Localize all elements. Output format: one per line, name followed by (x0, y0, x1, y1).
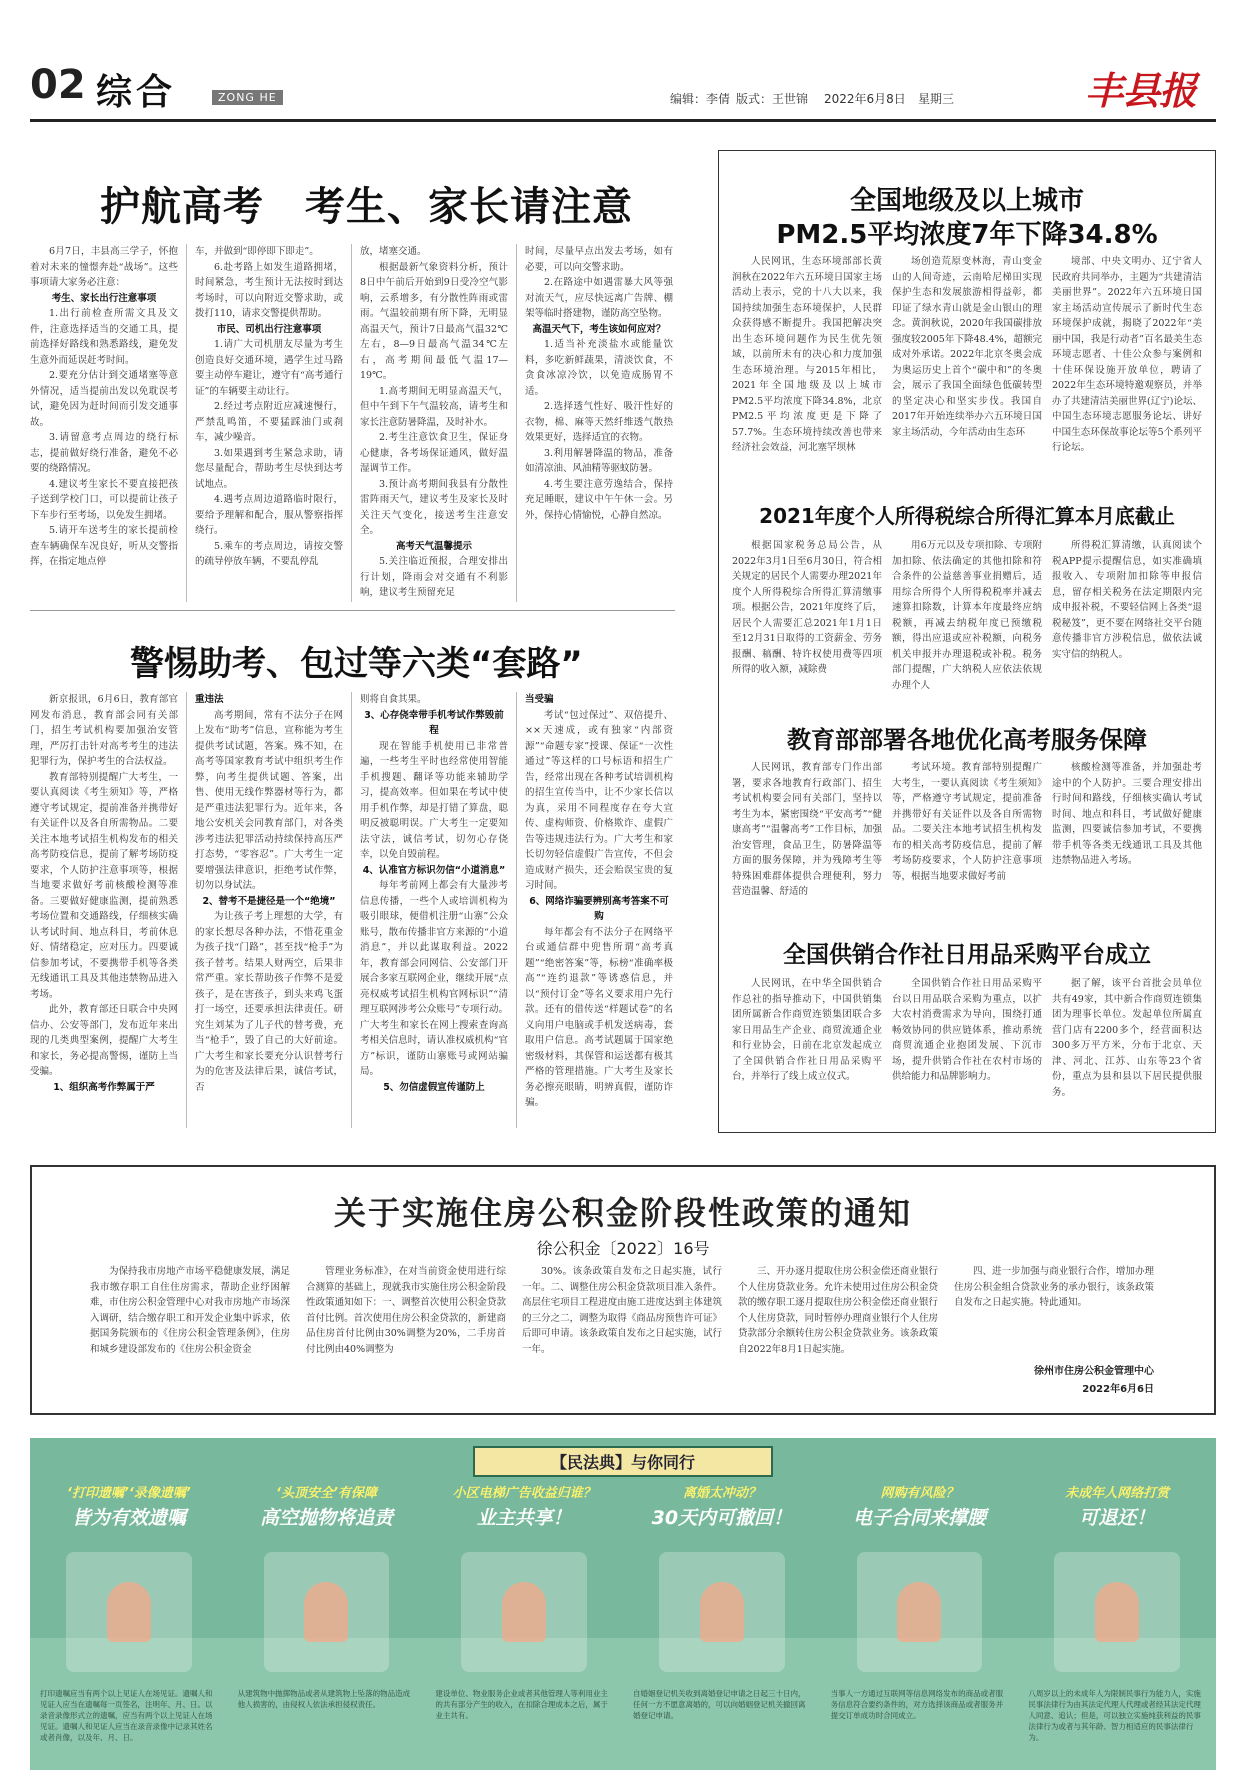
b4-column-2: 全国供销合作社日用品采购平台以日用品联合采购为重点，以扩大农村消费需求为导向，围绕打通畅效协同的供应链体系，推动系统商贸流通企业抱团发展、下沉市场，提升供销合作社在农村市场的供给能力和品牌影响力。 (892, 978, 1042, 1082)
banner-item-headline-1: 网购有风险？ (880, 1486, 959, 1501)
banner-illustration-accent (304, 1582, 348, 1642)
banner-item-headline-1: 小区电梯广告收益归谁？ (452, 1486, 596, 1501)
page-number: 02 (30, 62, 86, 108)
a2-column-3: 则将自食其果。 3、心存侥幸带手机考试作弊毁前程 现在智能手机使用已非常普遍，一些考生平时也经常使用智能手机搜题、翻译等功能来辅助学习，提高效率。但如果在考试中使用手机作弊，却是打错了算盘，聪明反被聪明误。广大考生一定要知法守法，诚信考试，切勿心存侥幸，以免自毁前程。 4、认准官方标识勿信“小道消息” 每年考前网上都会有大量涉考信息传播，一些个人或培训机构为吸引眼球，便借机注册“山寨”公众账号，散布传播非官方来源的“小道消息”，并以此谋取利益。2022年，教育部会同网信、公安部门开展合多家互联网企业，继续开展“点亮权威考试招生机构官网标识”“清理互联网涉考公众账号”专项行动。广大考生和家长在网上搜索查询高考相关信息时，请认准权威机构“官方”标识，谨防山寨账号或网站骗局。 5、勿信虚假宣传谨防上 (360, 694, 508, 1093)
banner-illustration-accent (107, 1582, 151, 1642)
banner-illustration-accent (897, 1582, 941, 1642)
masthead-rule (30, 119, 1216, 122)
banner-item-text: 当事人一方通过互联网等信息网络发布的商品或者服务信息符合要约条件的，对方选择该商品或者服务并提交订单成功时合同成立。 (830, 1689, 1004, 1720)
designer: 版式：王世锦 (736, 92, 809, 106)
a2-column-1: 新京报讯，6月6日，教育部官网发布消息，教育部会同有关部门，招生考试机构要加强治安管理，严厉打击针对高考考生的违法犯罪行为，保护考生的合法权益。 教育部特别提醒广大考生，一要认真阅读《考生须知》等，严格遵守考试规定，提前准备并携带好有关证件以及各自所需物品。二要关注本地考试招生机构发布的相关高考防疫信息，提前了解考场防疫要求，个人防护注意事项等，根据当地要求做好考前核酸检测等准备。三要做好健康监测，提前熟悉考场位置和交通路线，仔细核实确认考试时间、地点科目，考前休息好、情绪稳定，应对压力。四要诚信参加考试，不要携带手机等各类无线通讯工具及其他违禁物品进入考场。 此外，教育部还日联合中央网信办、公安等部门，发布近年来出现的几类典型案例，提醒广大考生和家长，务必提高警惕，谨防上当受骗。 1、组织高考作弊属于严 (30, 694, 178, 1093)
b3-column-1: 人民网讯，教育部专门作出部署，要求各地教育行政部门、招生考试机构要会同有关部门，坚持以考生为本，紧密围绕“平安高考”“健康高考”“温馨高考”工作目标，加强治安管理，食品卫生，防暑降温等方面的服务保障，并为残障考生等特殊困难群体提供合理便利，努力营造温馨、舒适的 (732, 762, 882, 897)
notice-sign-date: 2022年6月6日 (1082, 1384, 1154, 1395)
b2-column-3: 所得税汇算清缴，认真阅读个税APP提示提醒信息，如实准确填报收入、专项附加扣除等申报信息，留存相关税务在法定期限内完成申报补税，不要轻信网上各类“退税秘笈”，更不要在网络社交平台随意传播非官方涉税信息，做依法诚实守信的纳税人。 (1052, 540, 1202, 660)
notice-title: 关于实施住房公积金阶段性政策的通知 (333, 1194, 912, 1232)
article-title-scams: 警惕助考、包过等六类“套路” (130, 644, 583, 684)
civil-code-banner (30, 1438, 1216, 1770)
b3-column-3: 核酸检测等准备，并加强赴考途中的个人防护。三要合理安排出行时间和路线，仔细核实确认考试时间、地点和科目，考试做好健康监测，四要诚信参加考试，不要携带手机等各类无线通讯工具及其他违禁物品进入考场。 (1052, 762, 1202, 866)
paper-logo: 丰县报 (1085, 69, 1197, 113)
a1-column-3: 放，堵塞交通。 根据最新气象资料分析，预计8日中午前后开始到9日受冷空气影响，云系增多，有分散性阵雨或雷雨。气温较前期有所下降，无明显高温天气，预计7日最高气温32℃左右，8—9日最高气温34℃左右，高考期间最低气温17—19℃。 1.高考期间无明显高温天气，但中午到下午气温较高，请考生和家长注意防暑降温，及时补水。 2.考生注意饮食卫生，保证身心健康，各考场保证通风，做好温湿调节工作。 3.预计高考期间我县有分散性雷阵雨天气，建议考生及家长及时关注天气变化，接送考生注意安全。 高考天气温馨提示 5.关注临近预报，合理安排出行计划，降雨会对交通有不利影响，建议考生预留充足 (360, 246, 508, 598)
notice-column-5: 四、进一步加强与商业银行合作，增加办理住房公积金组合贷款业务的承办银行，该条政策自发布之日起实施。特此通知。 (954, 1266, 1154, 1308)
banner-item-headline-2: 30天内可撤回！ (651, 1507, 793, 1529)
banner-item-text: 八周岁以上的未成年人为限制民事行为能力人，实施民事法律行为由其法定代理人代理或者经其法定代理人同意、追认；但是，可以独立实施纯获利益的民事法律行为或者与其年龄、智力相适应的民事法律行为。 (1028, 1689, 1201, 1742)
banner-item (234, 1482, 420, 1762)
notice-column-2: 管理业务标准》，在对当前资金使用进行综合测算的基础上，现就我市实施住房公积金阶段性政策通知如下：一、调整首次使用公积金贷款首付比例。首次使用住房公积金贷款的，新建商品住房首付比例由30%调整为20%，二手房首付比例由40%调整为 (306, 1266, 506, 1355)
notice-signer: 徐州市住房公积金管理中心 (1034, 1366, 1154, 1377)
article-title-pm25-line2: PM2.5平均浓度7年下降34.8% (776, 220, 1158, 250)
banner-item-text: 打印遗嘱应当有两个以上见证人在场见证。遗嘱人和见证人应当在遗嘱每一页签名，注明年、月、日。以录音录像形式立的遗嘱，应当有两个以上见证人在场见证。遗嘱人和见证人应当在录音录像中记录其姓名或者肖像，以及年、月、日。 (40, 1689, 213, 1742)
banner-item-headline-1: ‘打印遗嘱’‘录像遗嘱’ (66, 1486, 191, 1501)
b4-column-3: 据了解，该平台首批会员单位共有49家，其中新合作商贸连锁集团为理事长单位。发起单位所属直营门店有2200多个，经营面积达300多万平方米，分布于北京、天津、河北、江苏、山东等23个省份，重点为县和县以下居民提供服务。 (1052, 978, 1202, 1098)
banner-illustration-accent (502, 1582, 546, 1642)
section-name: 综合 (96, 72, 177, 113)
notice-column-3: 30%。该条政策自发布之日起实施，试行一年。二、调整住房公积金贷款项目准入条件。高层住宅项目工程进度由施工进度达到主体建筑的三分之二，调整为取得《商品房预售许可证》后即可申请。该条政策自发布之日起实施，试行一年。 (522, 1266, 722, 1355)
b3-column-2: 考试环境。教育部特别提醒广大考生，一要认真阅读《考生须知》等，严格遵守考试规定，提前准备并携带好有关证件以及各自所需物品。二要关注本地考试招生机构发布的相关高考防疫信息，提前了解考场防疫要求，个人防护注意事项等，根据当地要求做好考前 (892, 762, 1042, 882)
article-title-education: 教育部部署各地优化高考服务保障 (787, 726, 1147, 754)
banner-item (629, 1482, 815, 1762)
a1-column-4: 时间，尽量早点出发去考场，如有必要，可以向交警求助。 2.在路途中如遇雷暴大风等强对流天气，应尽快远离广告牌、棚架等临时搭建物，谨防高空坠物。 高温天气下，考生该如何应对？ 1.适当补充淡盐水或能量饮料，多吃新鲜蔬果，清淡饮食，不贪食冰凉冷饮，以免造成肠胃不适。 2.选择透气性好、吸汗性好的衣物，棉、麻等天然纤维透气散热效果更好，选择适宜的衣物。 3.利用解暑降温的物品，准备如清凉油、风油精等驱蚊防暑。 4.考生要注意劳逸结合，保持充足睡眠，建议中午午休一会。另外，保持心情愉悦，心静自然凉。 (525, 246, 673, 521)
a1-column-1: 6月7日，丰县高三学子，怀抱着对未来的憧憬奔赴“战场”。这些事项请大家务必注意： 考生、家长出行注意事项 1.出行前检查所需文具及文件，注意选择适当的交通工具，提前选择好路线和熟悉路线，避免发生意外而延误赶考时间。 2.要充分估计到交通堵塞等意外情况，适当提前出发以免耽误考试，避免因为赶时间而引发交通事故。 3.请留意考点周边的绕行标志，提前做好绕行准备，避免不必要的绕路情况。 4.建议考生家长不要直接把孩子送到学校门口，可以提前让孩子下车步行至考场，以免发生拥堵。 5.请开车送考生的家长提前检查车辆确保车况良好，听从交警指挥，在指定地点停 (30, 246, 178, 567)
a2-column-2: 重违法 高考期间，常有不法分子在网上发布“助考”信息，宣称能为考生提供考试试题，答案。殊不知，在高考等国家教育考试中组织考生作弊，向考生提供试题、答案，出售、使用无线作弊器材等行为，都是严重违法犯罪行为。近年来，各地公安机关会同教育部门，对各类涉考违法犯罪活动持续保持高压严打态势，“零容忍”。广大考生一定要增强法律意识，拒绝考试作弊，切勿以身试法。 2、替考不是捷径是一个“绝境” 为让孩子考上理想的大学，有的家长想尽各种办法，不惜花重金为孩子找“门路”，甚至找“枪手”为孩子替考。结果人财两空，后果非常严重。家长帮助孩子作弊不是爱孩子，是在害孩子，到头来鸡飞蛋打一场空，还要承担法律责任。研究生刘某为了儿子代的替考费，充当“枪手”，毁了自己的大好前途。广大考生和家长要充分认识替考行为的危害及法律后果，诚信考试，否 (195, 694, 343, 1093)
issue-date: 2022年6月8日 (824, 92, 906, 106)
editor: 编辑：李倩 (670, 92, 731, 106)
banner-item-text: 自婚姻登记机关收到离婚登记申请之日起三十日内，任何一方不愿意离婚的，可以向婚姻登记机关撤回离婚登记申请。 (633, 1689, 806, 1720)
banner-item-text: 从建筑物中抛掷物品或者从建筑物上坠落的物品造成他人损害的，由侵权人依法承担侵权责任。 (237, 1689, 411, 1709)
weekday: 星期三 (918, 92, 955, 106)
notice-column-4: 三、开办逐月提取住房公积金偿还商业银行个人住房贷款业务。允许未使用过住房公积金贷款的缴存职工逐月提取住房公积金偿还商业银行个人住房贷款，同时暂停办理商业银行个人住房贷款部分余额转住房公积金贷款业务。该条政策自2022年8月1日起实施。 (738, 1266, 938, 1355)
banner-item (1024, 1482, 1210, 1762)
b1-column-3: 境部、中央文明办、辽宁省人民政府共同举办，主题为“共建清洁美丽世界”。2022年六五环境日国家主场活动宣传展示了新时代生态环境保护成就，揭晓了2022年“美丽中国，我是行动者”百名最美生态环境志愿者、十佳公众参与案例和十佳环保设施开放单位，聘请了2022年生态环境特邀观察员，并举办了共建清洁美丽世界(辽宁)论坛、中国生态环境志愿服务论坛、讲好中国生态环保故事论坛等5个系列平行论坛。 (1052, 256, 1202, 453)
a2-column-4: 当受骗 考试“包过保过”、双倍提升、××天速成，或有独家“内部资源”“命题专家”授课、保证“一次性通过”等这样的口号标语和招生广告，经常出现在各种考试培训机构的招生宣传当中，让不少家长信以为真，采用不同程度存在夸大宣传、虚构师资、价格欺诈、虚假广告等违规违法行为。广大考生和家长切勿轻信虚假广告宣传，不但会造成财产损失，还会贻误宝贵的复习时间。 6、网络诈骗要辨别高考答案不可购 每年都会有不法分子在网络平台或通信群中兜售所谓“高考真题”“绝密答案”等，标榜“准确率极高”“连约退款”等诱惑信息，并以“预付订金”等名义要求用户先行款。还有的借传送“样题试卷”的名义向用户电脑或手机发送病毒，套取用户信息。高考试题属于国家绝密级材料，其保管和运送都有极其严格的管理措施。广大考生及家长务必擦亮眼睛，明辨真假，谨防诈骗。 (525, 694, 673, 1108)
b2-column-1: 根据国家税务总局公告，从2022年3月1日至6月30日，符合相关规定的居民个人需要办理2021年度个人所得税综合所得汇算清缴事项。根据公告，2021年度终了后，居民个人需要汇总2021年1月1日至12月31日取得的工资薪金、劳务报酬、稿酬、特许权使用费等四项所得的收入额，减除费 (732, 540, 882, 675)
banner-item-headline-1: 离婚太冲动？ (682, 1486, 761, 1501)
b1-column-1: 人民网讯，生态环境部部长黄润秋在2022年六五环境日国家主场活动上表示，党的十八大以来，我国持续加强生态环境保护，人民群众获得感不断提升。我国把解决突出生态环境问题作为民生优先领域，以前所未有的决心和力度加强生态环境治理。与2015年相比，2021年全国地级及以上城市PM2.5平均浓度下降34.8%，北京PM2.5平均浓度更是下降了57.7%。生态环境持续改善也带来经济社会效益，河北塞罕坝林 (732, 256, 882, 453)
a1-column-2: 车，并做到“即停即下即走”。 6.赴考路上如发生道路拥堵，时间紧急，考生预计无法按时到达考场时，可以向附近交警求助，或拨打110，请求交警提供帮助。 市民、司机出行注意事项 1.请广大司机朋友尽量为考生创造良好交通环境，遇学生过马路要主动停车避让，遵守有“高考通行证”的车辆要主动让行。 2.经过考点附近应减速慢行，严禁乱鸣笛，不要猛踩油门或刹车，减少噪音。 3.如果遇到考生紧急求助，请您尽量配合，帮助考生尽快到达考试地点。 4.遇考点周边道路临时限行，要给予理解和配合，服从警察指挥绕行。 5.乘车的考点周边，请按交警的疏导停放车辆，不要乱停乱 (195, 246, 343, 567)
article-title-pm25-line1: 全国地级及以上城市 (849, 186, 1084, 216)
banner-item-headline-2: 可退还！ (1079, 1507, 1156, 1529)
section-pinyin: ZONG HE (212, 90, 283, 105)
article-separator (30, 610, 675, 611)
banner-item (827, 1482, 1013, 1762)
b4-column-1: 人民网讯，在中华全国供销合作总社的指导推动下，中国供销集团所属新合作商贸连锁集团联合多家日用品生产企业、商贸流通企业和行业协会，日前在北京发起成立了全国供销合作社日用品采购平台，并举行了线上成立仪式。 (732, 978, 882, 1082)
banner-item-headline-1: ‘头顶安全’有保障 (276, 1486, 377, 1501)
masthead (30, 62, 1216, 118)
banner-illustration-accent (700, 1582, 744, 1642)
b2-column-2: 用6万元以及专项扣除、专项附加扣除、依法确定的其他扣除和符合条件的公益慈善事业捐赠后，适用综合所得个人所得税税率并减去速算扣除数，计算本年度最终应纳税额，再减去纳税年度已预缴税额，得出应退或应补税额，向税务机关申报并办理退税或补税。税务部门提醒，广大纳税人应依法依规办理个人 (892, 540, 1042, 691)
banner-item-headline-2: 高空抛物将追责 (259, 1507, 393, 1529)
banner-title: 【民法典】与你同行 (473, 1446, 773, 1477)
article-title-supply: 全国供销合作社日用品采购平台成立 (783, 942, 1151, 968)
b1-column-2: 场创造荒原变林海，青山变金山的人间奇迹，云南哈尼梯田实现保护生态和发展旅游相得益彰，都印证了绿水青山就是金山银山的理念。黄润秋说，2020年我国碳排放强度较2005年下降48.4%，超额完成对外承诺。2022年北京冬奥会成为奥运历史上首个“碳中和”的冬奥会，展示了我国全面绿色低碳转型的坚定决心和坚实步伐。我国自2017年开始连续举办六五环境日国家主场活动，今年活动由生态环 (892, 256, 1042, 438)
banner-item-headline-1: 未成年人网络打赏 (1065, 1486, 1170, 1501)
banner-item-headline-2: 电子合同来撑腰 (852, 1507, 986, 1529)
banner-illustration-accent (1095, 1582, 1139, 1642)
banner-item-text: 建设单位、物业服务企业或者其他管理人等利用业主的共有部分产生的收入，在扣除合理成本之后，属于业主共有。 (435, 1689, 608, 1720)
banner-item (431, 1482, 617, 1762)
banner-item-headline-2: 业主共享！ (476, 1507, 572, 1529)
notice-column-1: 为保持我市房地产市场平稳健康发展，满足我市缴存职工自住住房需求，帮助企业纾困解难，市住房公积金管理中心对我市房地产市场深入调研，结合缴存职工和开发企业集中诉求，依据国务院颁布的《住房公积金管理条例》，住房和城乡建设部发布的《住房公积金资金 (90, 1266, 290, 1355)
article-title-gaokao: 护航高考 考生、家长请注意 (100, 184, 633, 230)
banner-item (36, 1482, 222, 1762)
banner-item-headline-2: 皆为有效遗嘱 (71, 1507, 186, 1529)
notice-doc-number: 徐公积金〔2022〕16号 (536, 1239, 710, 1258)
article-title-tax: 2021年度个人所得税综合所得汇算本月底截止 (759, 504, 1175, 528)
